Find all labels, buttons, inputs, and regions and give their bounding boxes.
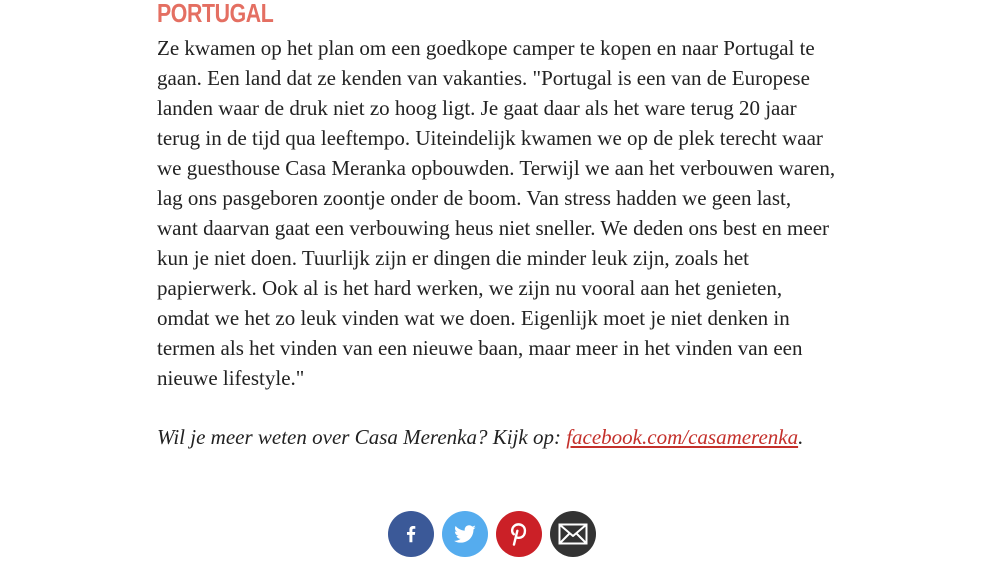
- share-pinterest-button[interactable]: [496, 511, 542, 557]
- article-paragraph: Ze kwamen op het plan om een goedkope camper te kopen en naar Portugal te gaan. Een land dat ze kenden van vakanties. "Portugal is een van de Europese landen waar de druk niet zo hoog ligt. Je gaat daar als het ware terug 20 jaar terug in de tijd qua leeftempo. Uiteindelijk kwamen we op de plek terecht waar we guesthouse Casa Meranka opbouwden. Terwijl we aan het verbouwen waren, lag ons pasgeboren zoontje onder de boom. Van stress hadden we geen last, want daarvan gaat een verbouwing heus niet sneller. We deden ons best en meer kun je niet doen. Tuurlijk zijn er dingen die minder leuk zijn, zoals het papierwerk. Ook al is het hard werken, we zijn nu vooral aan het genieten, omdat we het zo leuk vinden wat we doen. Eigenlijk moet je niet denken in termen als het vinden van een nieuwe baan, maar meer in het vinden van een nieuwe lifestyle.": [157, 36, 836, 390]
- share-email-button[interactable]: [550, 511, 596, 557]
- facebook-icon: [400, 523, 422, 545]
- twitter-icon: [452, 521, 478, 547]
- facebook-page-link[interactable]: facebook.com/casamerenka: [566, 425, 799, 449]
- call-to-action: [157, 422, 837, 452]
- email-icon: [558, 523, 588, 545]
- share-twitter-button[interactable]: [442, 511, 488, 557]
- share-facebook-button[interactable]: [388, 511, 434, 557]
- cta-text: Wil je meer weten over Casa Merenka? Kijk op:: [157, 425, 567, 449]
- cta-suffix: .: [798, 425, 804, 449]
- share-bar: [388, 511, 600, 557]
- pinterest-icon: [508, 521, 530, 547]
- section-heading: PORTUGAL: [157, 0, 274, 28]
